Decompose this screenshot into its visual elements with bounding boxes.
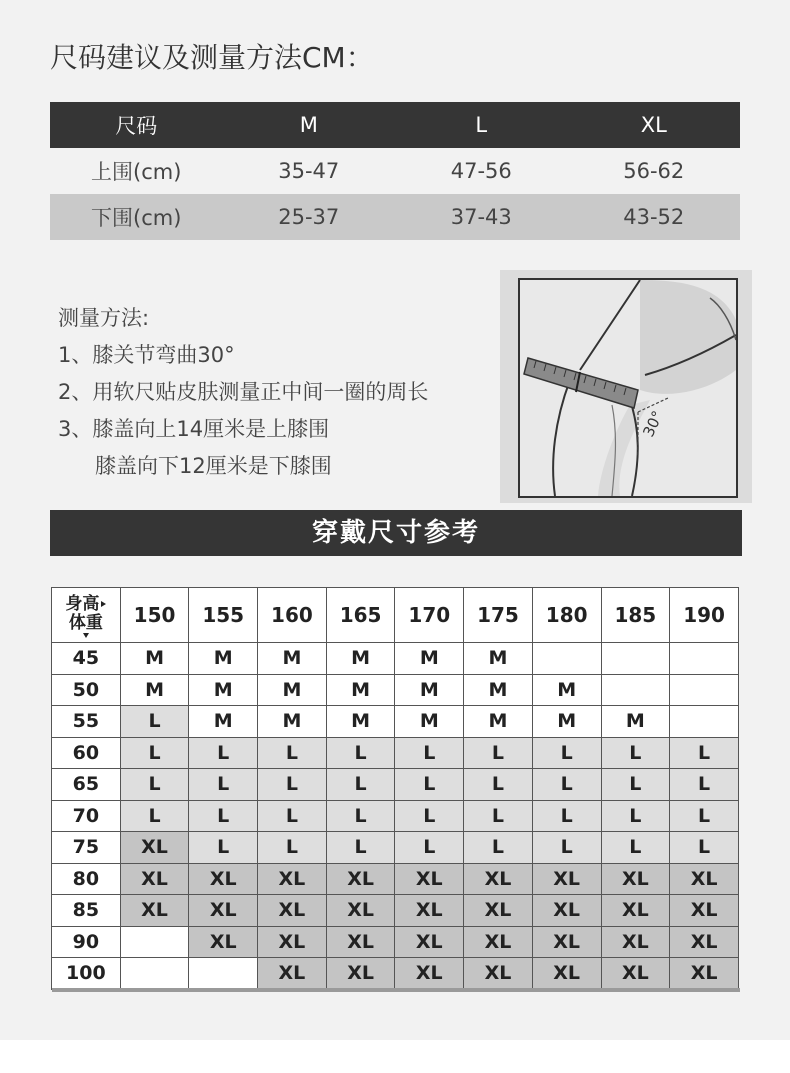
size-recommendation-cell: M [532, 706, 601, 738]
size-recommendation-cell: L [464, 737, 533, 769]
size-recommendation-cell: L [189, 769, 258, 801]
size-header-xl: XL [568, 102, 741, 148]
height-header: 185 [601, 588, 670, 643]
size-recommendation-cell: L [120, 800, 189, 832]
size-recommendation-cell: XL [601, 895, 670, 927]
size-recommendation-cell: L [601, 800, 670, 832]
reference-row [52, 800, 739, 832]
size-recommendation-cell: M [395, 643, 464, 675]
empty-cell [670, 706, 739, 738]
size-recommendation-cell: XL [532, 958, 601, 990]
knee-drawing [520, 280, 736, 496]
size-recommendation-cell: L [532, 737, 601, 769]
page-title: 尺码建议及测量方法CM： [50, 41, 374, 74]
corner-height-label: 身高 [65, 593, 100, 614]
measurement-method [58, 300, 428, 485]
size-recommendation-cell: L [601, 737, 670, 769]
weight-label: 70 [52, 800, 121, 832]
size-recommendation-cell: L [532, 832, 601, 864]
size-row-label: 下围(cm) [50, 194, 223, 240]
size-recommendation-cell: L [258, 832, 327, 864]
weight-label: 85 [52, 895, 121, 927]
size-recommendation-cell: M [395, 674, 464, 706]
size-recommendation-cell: L [464, 769, 533, 801]
size-recommendation-cell: L [258, 737, 327, 769]
size-recommendation-cell: M [120, 643, 189, 675]
table-shadow [52, 988, 740, 992]
size-recommendation-cell: XL [464, 895, 533, 927]
size-recommendation-cell: L [189, 800, 258, 832]
size-recommendation-cell: XL [395, 958, 464, 990]
size-recommendation-cell: M [258, 674, 327, 706]
size-recommendation-cell: L [395, 832, 464, 864]
method-step-3-continued: 膝盖向下12厘米是下膝围 [95, 454, 332, 478]
size-cell: 56-62 [568, 148, 741, 194]
size-recommendation-cell: XL [120, 863, 189, 895]
empty-cell [120, 926, 189, 958]
height-header: 180 [532, 588, 601, 643]
method-step-2: 2、用软尺贴皮肤测量正中间一圈的周长 [58, 380, 429, 404]
weight-label: 80 [52, 863, 121, 895]
weight-label: 60 [52, 737, 121, 769]
size-recommendation-cell: M [189, 706, 258, 738]
size-recommendation-cell: XL [464, 958, 533, 990]
size-recommendation-cell: L [464, 800, 533, 832]
reference-header-row [52, 588, 739, 643]
size-recommendation-cell: XL [326, 863, 395, 895]
size-recommendation-cell: XL [258, 926, 327, 958]
size-recommendation-cell: XL [258, 863, 327, 895]
reference-banner: 穿戴尺寸参考 [50, 510, 742, 556]
size-recommendation-cell: M [601, 706, 670, 738]
arrow-down-icon [83, 633, 89, 638]
empty-cell [670, 643, 739, 675]
size-recommendation-cell: L [532, 800, 601, 832]
size-table [50, 102, 740, 240]
size-recommendation-cell: XL [532, 926, 601, 958]
empty-cell [532, 643, 601, 675]
size-recommendation-cell: XL [464, 863, 533, 895]
height-header: 150 [120, 588, 189, 643]
reference-row [52, 926, 739, 958]
size-row-upper [50, 148, 740, 194]
size-recommendation-cell: M [189, 674, 258, 706]
size-recommendation-cell: XL [326, 895, 395, 927]
empty-cell [601, 643, 670, 675]
size-recommendation-cell: L [464, 832, 533, 864]
size-recommendation-cell: XL [326, 926, 395, 958]
size-header-l: L [395, 102, 568, 148]
size-recommendation-cell: XL [189, 895, 258, 927]
size-recommendation-cell: XL [395, 863, 464, 895]
weight-label: 75 [52, 832, 121, 864]
reference-row [52, 643, 739, 675]
reference-table-body [52, 643, 739, 990]
size-recommendation-cell: L [395, 737, 464, 769]
size-row-label: 上围(cm) [50, 148, 223, 194]
size-recommendation-cell: L [326, 769, 395, 801]
reference-row [52, 895, 739, 927]
method-heading: 测量方法: [58, 306, 150, 330]
size-cell: 35-47 [223, 148, 396, 194]
weight-label: 45 [52, 643, 121, 675]
weight-label: 50 [52, 674, 121, 706]
height-header: 160 [258, 588, 327, 643]
height-header: 165 [326, 588, 395, 643]
size-recommendation-cell: XL [258, 895, 327, 927]
size-recommendation-cell: M [464, 674, 533, 706]
size-recommendation-cell: XL [670, 926, 739, 958]
size-recommendation-cell: XL [464, 926, 533, 958]
height-header: 155 [189, 588, 258, 643]
size-recommendation-cell: XL [532, 863, 601, 895]
height-header: 170 [395, 588, 464, 643]
size-recommendation-cell: L [120, 737, 189, 769]
size-recommendation-cell: L [670, 769, 739, 801]
reference-row [52, 958, 739, 990]
weight-label: 55 [52, 706, 121, 738]
size-recommendation-cell: L [532, 769, 601, 801]
reference-row [52, 674, 739, 706]
size-recommendation-cell: M [120, 674, 189, 706]
size-recommendation-cell: XL [601, 958, 670, 990]
size-recommendation-cell: M [464, 706, 533, 738]
reference-row [52, 832, 739, 864]
reference-row [52, 769, 739, 801]
size-recommendation-cell: L [120, 706, 189, 738]
height-header: 190 [670, 588, 739, 643]
reference-row [52, 706, 739, 738]
size-recommendation-cell: XL [326, 958, 395, 990]
size-recommendation-cell: M [395, 706, 464, 738]
size-recommendation-cell: L [670, 800, 739, 832]
size-recommendation-cell: XL [601, 863, 670, 895]
size-recommendation-cell: M [326, 643, 395, 675]
size-recommendation-cell: L [670, 832, 739, 864]
size-recommendation-cell: M [326, 674, 395, 706]
weight-label: 100 [52, 958, 121, 990]
size-header-m: M [223, 102, 396, 148]
size-recommendation-cell: M [189, 643, 258, 675]
size-cell: 25-37 [223, 194, 396, 240]
size-recommendation-cell: L [395, 800, 464, 832]
size-recommendation-cell: L [189, 832, 258, 864]
height-weight-corner [52, 588, 121, 643]
size-recommendation-cell: L [120, 769, 189, 801]
size-recommendation-cell: M [326, 706, 395, 738]
size-recommendation-cell: XL [189, 926, 258, 958]
size-recommendation-cell: M [464, 643, 533, 675]
size-cell: 43-52 [568, 194, 741, 240]
size-recommendation-cell: L [670, 737, 739, 769]
size-recommendation-cell: L [601, 832, 670, 864]
size-recommendation-cell: XL [258, 958, 327, 990]
size-recommendation-cell: L [189, 737, 258, 769]
size-cell: 37-43 [395, 194, 568, 240]
size-header-label: 尺码 [50, 102, 223, 148]
empty-cell [120, 958, 189, 990]
size-cell: 47-56 [395, 148, 568, 194]
size-recommendation-cell: L [326, 832, 395, 864]
weight-label: 65 [52, 769, 121, 801]
size-recommendation-cell: XL [189, 863, 258, 895]
empty-cell [601, 674, 670, 706]
size-recommendation-cell: L [395, 769, 464, 801]
knee-illustration [500, 270, 752, 503]
height-header: 175 [464, 588, 533, 643]
empty-cell [670, 674, 739, 706]
size-recommendation-cell: XL [670, 895, 739, 927]
empty-cell [189, 958, 258, 990]
reference-size-table [51, 587, 739, 990]
size-recommendation-cell: XL [120, 832, 189, 864]
size-recommendation-cell: XL [395, 895, 464, 927]
size-recommendation-cell: L [326, 800, 395, 832]
method-step-1: 1、膝关节弯曲30° [58, 343, 235, 367]
size-recommendation-cell: L [326, 737, 395, 769]
size-recommendation-cell: L [601, 769, 670, 801]
corner-weight-label: 体重 [68, 612, 103, 633]
weight-label: 90 [52, 926, 121, 958]
measuring-tape-icon [524, 358, 638, 408]
size-recommendation-cell: XL [395, 926, 464, 958]
size-recommendation-cell: M [258, 643, 327, 675]
knee-illustration-frame [518, 278, 738, 498]
size-recommendation-cell: L [258, 769, 327, 801]
size-recommendation-cell: XL [670, 958, 739, 990]
arrow-right-icon [101, 601, 106, 607]
size-row-lower [50, 194, 740, 240]
size-recommendation-cell: M [258, 706, 327, 738]
size-recommendation-cell: XL [601, 926, 670, 958]
size-recommendation-cell: XL [532, 895, 601, 927]
size-recommendation-cell: M [532, 674, 601, 706]
size-recommendation-cell: L [258, 800, 327, 832]
reference-row [52, 737, 739, 769]
size-recommendation-cell: XL [120, 895, 189, 927]
method-step-3: 3、膝盖向上14厘米是上膝围 [58, 417, 330, 441]
angle-label: 30° [639, 407, 667, 440]
size-table-header [50, 102, 740, 148]
size-recommendation-cell: XL [670, 863, 739, 895]
reference-row [52, 863, 739, 895]
